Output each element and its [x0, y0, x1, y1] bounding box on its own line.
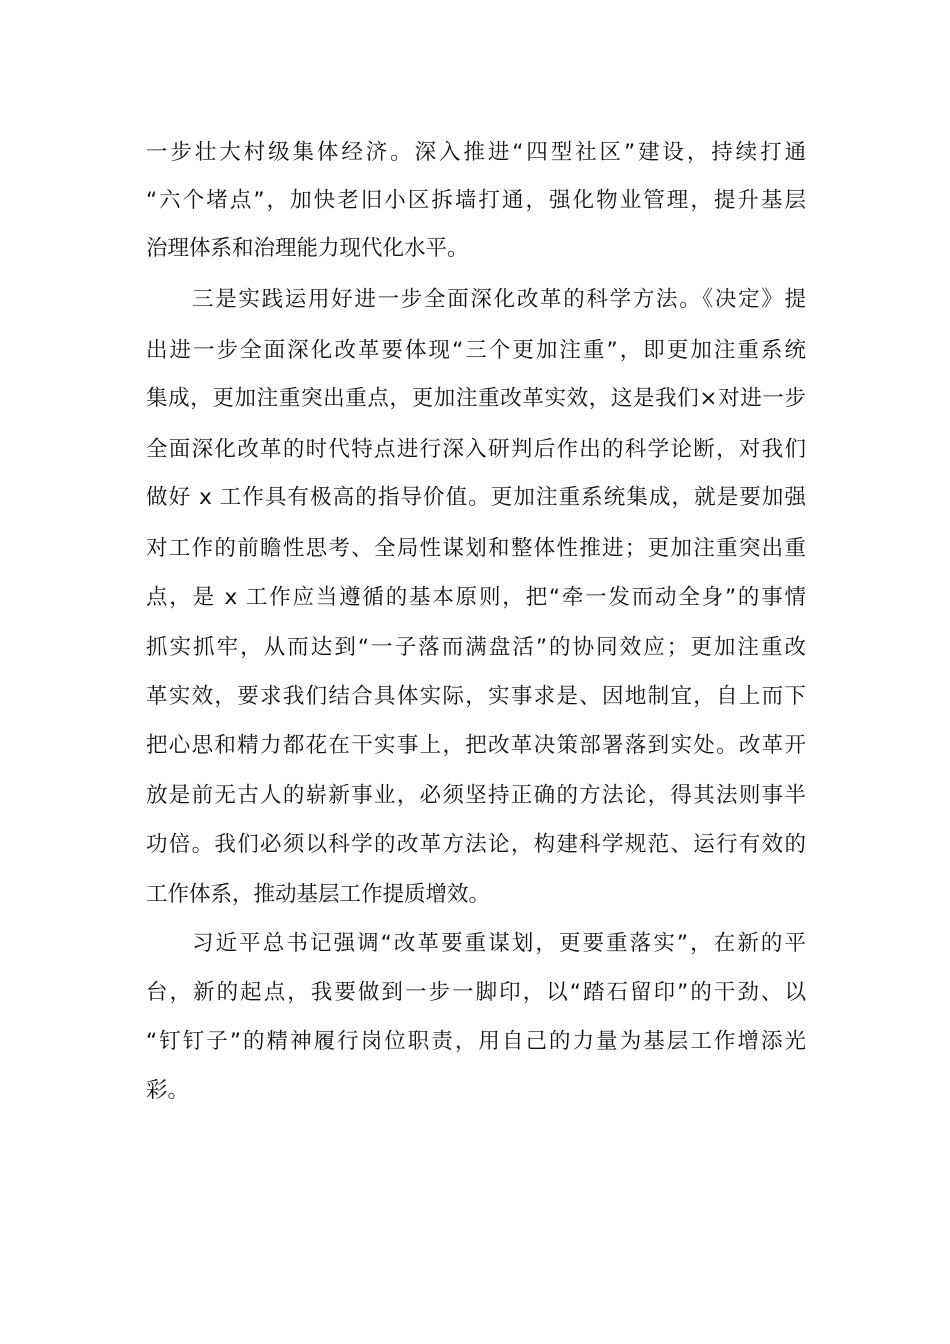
text-line: 出进一步全面深化改革要体现“三个更加注重”，即更加注重系统 — [146, 338, 806, 363]
text-line: 做好 x 工作具有极高的指导价值。更加注重系统集成，就是要加强 — [146, 485, 806, 510]
text-line: 一步壮大村级集体经济。深入推进“四型社区”建设，持续打通 — [146, 140, 806, 165]
text-line: 治理体系和治理能力现代化水平。 — [146, 236, 469, 261]
text-line: 把心思和精力都花在干实事上，把改革决策部署落到实处。改革开 — [146, 733, 806, 758]
text-line: 习近平总书记强调“改革要重谋划，更要重落实”，在新的平 — [192, 931, 806, 956]
text-line: 功倍。我们必须以科学的改革方法论，构建科学规范、运行有效的 — [146, 832, 806, 857]
text-line: 革实效，要求我们结合具体实际，实事求是、因地制宜，自上而下 — [146, 684, 806, 709]
text-line: 三是实践运用好进一步全面深化改革的科学方法。《决定》提 — [192, 287, 806, 312]
text-line: 台，新的起点，我要做到一步一脚印，以“踏石留印”的干劲、以 — [146, 980, 806, 1005]
text-line: 放是前无古人的崭新事业，必须坚持正确的方法论，得其法则事半 — [146, 783, 806, 808]
text-line: 工作体系，推动基层工作提质增效。 — [146, 882, 491, 907]
text-line: “六个堵点”，加快老旧小区拆墙打通，强化物业管理，提升基层 — [146, 188, 806, 213]
text-line: 全面深化改革的时代特点进行深入研判后作出的科学论断，对我们 — [146, 437, 806, 462]
text-line: 集成，更加注重突出重点，更加注重改革实效，这是我们×对进一步 — [146, 386, 806, 411]
text-line: 对工作的前瞻性思考、全局性谋划和整体性推进；更加注重突出重 — [146, 536, 806, 561]
text-line: 彩。 — [146, 1078, 190, 1103]
text-line: 点，是 x 工作应当遵循的基本原则，把“牵一发而动全身”的事情 — [146, 585, 806, 610]
text-line: “钉钉子”的精神履行岗位职责，用自己的力量为基层工作增添光 — [146, 1029, 806, 1054]
text-line: 抓实抓牢，从而达到“一子落而满盘活”的协同效应；更加注重改 — [146, 635, 806, 660]
